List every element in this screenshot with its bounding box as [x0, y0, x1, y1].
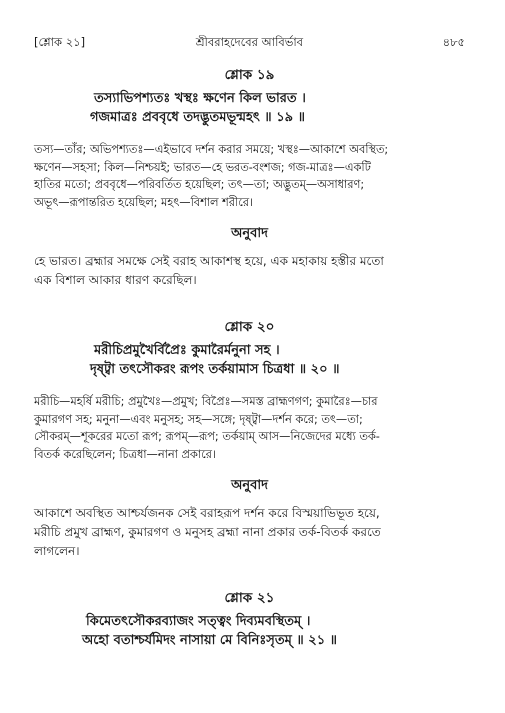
- translation-line: এক বিশাল আকার ধারণ করেছিল।: [34, 273, 197, 287]
- header-chapter-title: শ্রীবরাহদেবের আবির্ভাব: [195, 35, 304, 49]
- gloss-line: বিতর্ক করেছিলেন; চিত্রধা—নানা প্রকারে।: [34, 447, 216, 461]
- verse-heading: শ্লোক ২০: [224, 319, 275, 335]
- translation-line: হে ভারত। ব্রহ্মার সমক্ষে সেই বরাহ আকাশস্থ হয়ে, এক মহাকায় হস্তীর মতো: [34, 254, 384, 268]
- verse-section-21: [34, 587, 465, 650]
- verse-section-19: [34, 64, 465, 290]
- sanskrit-verse: [34, 89, 465, 127]
- verse-line: কিমেতৎসৌকরব্যাজং সত্ত্বং দিব্যমবস্থিতম্ ।: [86, 614, 311, 629]
- verse-line: গজমাত্রঃ প্রববৃধে তদদ্ভুতমভূন্মহৎ ॥ ১৯ ॥: [90, 110, 305, 125]
- gloss-line: অভূৎ—রূপান্তরিত হয়েছিল; মহৎ—বিশাল শরীরে।: [34, 195, 253, 209]
- translation-line: লাগলেন।: [34, 544, 80, 558]
- translation-heading: অনুবাদ: [231, 478, 268, 493]
- verse-line: মরীচিপ্রমুখৈর্বিপ্রৈঃ কুমারৈর্মনুনা সহ ।: [94, 343, 280, 358]
- verse-line: অহো বতাশ্চর্যমিদং নাসায়া মে বিনিঃসৃতম্ ॥ ২১ ॥: [82, 633, 338, 648]
- running-header: [34, 34, 465, 56]
- verse-heading: শ্লোক ১৯: [224, 67, 275, 83]
- gloss-line: মরীচি—মহর্ষি মরীচি; প্রমুখৈঃ—প্রমুখ; বিপ্রৈঃ—সমস্ত ব্রাহ্মণগণ; কুমারৈঃ—চার: [34, 395, 378, 408]
- translation: [34, 252, 465, 290]
- gloss-line: সৌকরম্—শূকরের মতো রূপ; রূপম্—রূপ; তর্কয়াম্ আস—নিজেদের মধ্যে তর্ক-: [34, 430, 380, 443]
- gloss-line: কুমারগণ সহ; মনুনা—এবং মনুসহ; সহ—সঙ্গে; দৃষ্ট্বা—দর্শন করে; তৎ—তা;: [34, 412, 363, 426]
- verse-line: দৃষ্ট্বা তৎসৌকরং রূপং তর্কয়ামাস চিত্রধা ॥ ২০ ॥: [90, 362, 340, 377]
- word-gloss: [34, 141, 465, 211]
- page-number: ৪৮৫: [442, 35, 465, 49]
- translation-line: আকাশে অবস্থিত আশ্চর্যজনক সেই বরাহরূপ দর্শন করে বিস্ময়াভিভূত হয়ে,: [34, 506, 380, 520]
- gloss-line: ক্ষণেন—সহসা; কিল—নিশ্চয়ই; ভারত—হে ভরত-বংশজ; গজ-মাত্রঃ—একটি: [34, 160, 371, 174]
- verse-line: তস্যাভিপশ্যতঃ খস্থঃ ক্ষণেন কিল ভারত ।: [94, 91, 306, 106]
- verse-section-20: [34, 316, 465, 561]
- word-gloss: [34, 393, 465, 463]
- translation: [34, 504, 465, 561]
- gloss-line: হাতির মতো; প্রববৃধে—পরিবর্তিত হয়েছিল; তৎ—তা; অদ্ভুতম্—অসাধারণ;: [34, 178, 365, 191]
- header-verse-ref: [শ্লোক ২১]: [34, 35, 86, 49]
- verse-heading: শ্লোক ২১: [224, 590, 275, 606]
- gloss-line: তস্য—তাঁর; অভিপশ্যতঃ—এইভাবে দর্শন করার সময়ে; খস্থঃ—আকাশে অবস্থিত;: [34, 143, 389, 156]
- translation-heading: অনুবাদ: [231, 226, 268, 241]
- sanskrit-verse: [34, 612, 465, 650]
- sanskrit-verse: [34, 341, 465, 379]
- translation-line: মরীচি প্রমুখ ব্রাহ্মণ, কুমারগণ ও মনুসহ ব্রহ্মা নানা প্রকার তর্ক-বিতর্ক করতে: [34, 525, 381, 539]
